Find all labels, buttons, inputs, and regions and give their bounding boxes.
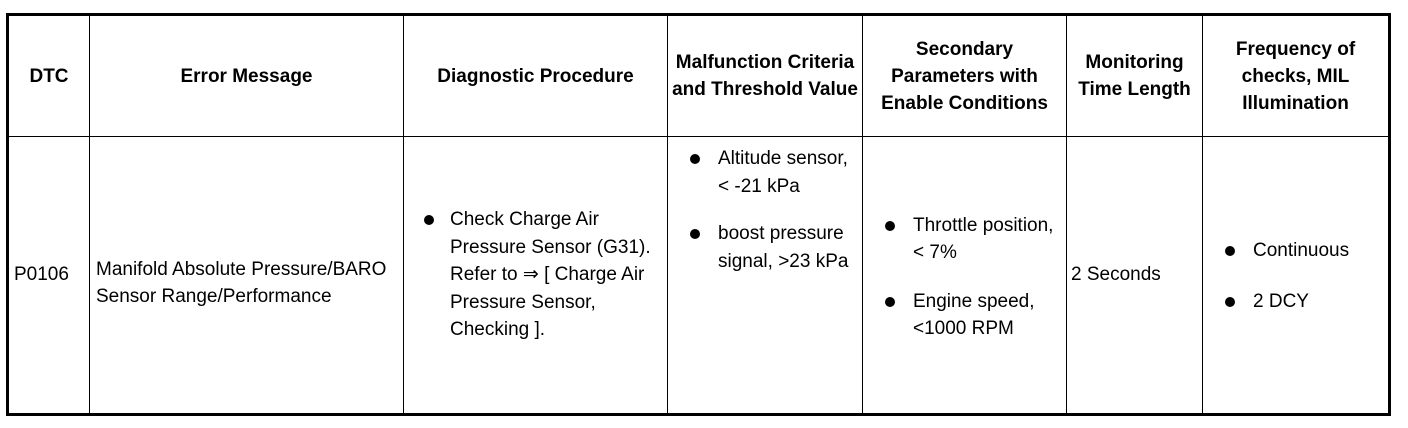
secondary-parameters-cell xyxy=(863,137,1067,415)
secondary-parameter-item: Engine speed, <1000 RPM xyxy=(863,288,1066,343)
dtc-code: P0106 xyxy=(8,137,90,415)
header-dtc: DTC xyxy=(8,15,90,137)
diagnostic-procedure-cell xyxy=(404,137,668,415)
secondary-parameter-item: Throttle position, < 7% xyxy=(863,212,1066,267)
header-row xyxy=(8,15,1390,137)
header-error-message: Error Message xyxy=(90,15,404,137)
frequency-list xyxy=(1203,237,1388,315)
header-diagnostic-procedure: Diagnostic Procedure xyxy=(404,15,668,137)
header-malfunction-criteria: Malfunction Criteria and Threshold Value xyxy=(668,15,863,137)
frequency-item: 2 DCY xyxy=(1203,288,1388,316)
malfunction-criteria-item: Altitude sensor, < -21 kPa xyxy=(668,145,862,200)
error-message: Manifold Absolute Pressure/BARO Sensor Range/Performance xyxy=(90,137,404,415)
malfunction-criteria-item: boost pressure signal, >23 kPa xyxy=(668,220,862,275)
table-row xyxy=(8,137,1390,415)
frequency-cell xyxy=(1203,137,1390,415)
header-secondary-parameters: Secondary Parameters with Enable Conditions xyxy=(863,15,1067,137)
monitoring-time: 2 Seconds xyxy=(1067,137,1203,415)
dtc-table xyxy=(6,13,1391,416)
secondary-parameters-list xyxy=(863,212,1066,343)
diagnostic-procedure-item: Check Charge Air Pressure Sensor (G31). Refer to ⇒ [ Charge Air Pressure Sensor, Checking ]. xyxy=(404,206,667,344)
header-frequency: Frequency of checks, MIL Illumination xyxy=(1203,15,1390,137)
diagnostic-procedure-list xyxy=(404,206,667,344)
header-monitoring-time: Monitoring Time Length xyxy=(1067,15,1203,137)
frequency-item: Continuous xyxy=(1203,237,1388,265)
malfunction-criteria-cell xyxy=(668,137,863,415)
malfunction-criteria-list xyxy=(668,145,862,275)
